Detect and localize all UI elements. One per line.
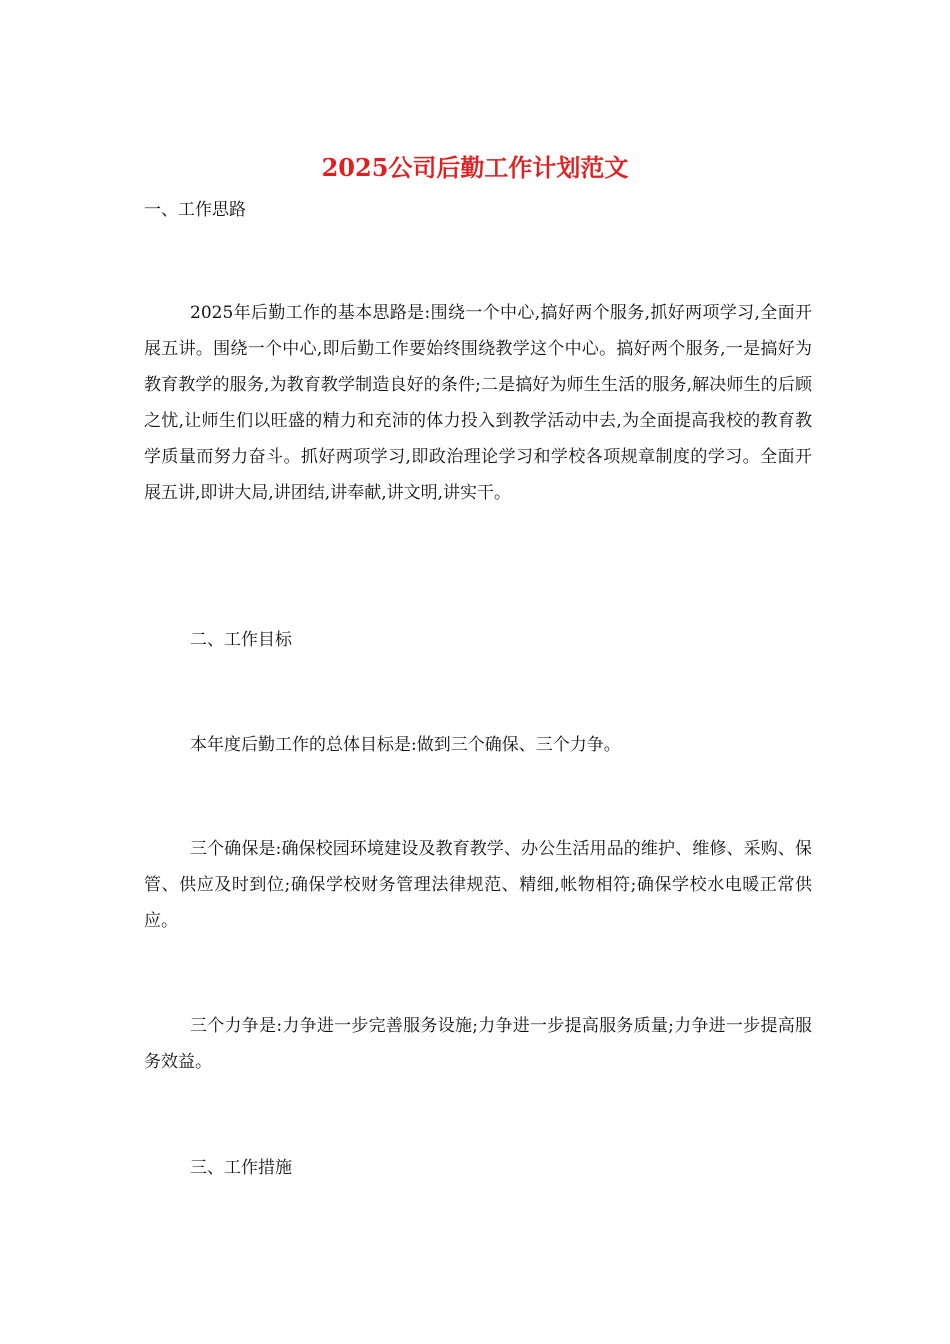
document-title: 2025公司后勤工作计划范文 xyxy=(321,153,629,182)
section-heading-work-measures: 三、工作措施 xyxy=(190,1158,292,1178)
paragraph-three-ensures: 三个确保是:确保校园环境建设及教育教学、办公生活用品的维护、维修、采购、保管、供应及时到位;确保学校财务管理法律规范、精细,帐物相符;确保学校水电暖正常供应。 xyxy=(144,839,812,931)
paragraph-three-strives: 三个力争是:力争进一步完善服务设施;力争进一步提高服务质量;力争进一步提高服务效益。 xyxy=(144,1016,812,1072)
paragraph-overall-goal: 本年度后勤工作的总体目标是:做到三个确保、三个力争。 xyxy=(190,735,621,755)
section-heading-work-ideas: 一、工作思路 xyxy=(144,200,246,220)
paragraph-work-ideas: 2025年后勤工作的基本思路是:围绕一个中心,搞好两个服务,抓好两项学习,全面开展五讲。围绕一个中心,即后勤工作要始终围绕教学这个中心。搞好两个服务,一是搞好为教育教学的服务,为教育教学制造良好的条件;二是搞好为师生生活的服务,解决师生的后顾之忧,让师生们以旺盛的精力和充沛的体力投入到教学活动中去,为全面提高我校的教育教学质量而努力奋斗。抓好两项学习,即政治理论学习和学校各项规章制度的学习。全面开展五讲,即讲大局,讲团结,讲奉献,讲文明,讲实干。 xyxy=(144,303,812,503)
section-heading-work-goals: 二、工作目标 xyxy=(190,630,292,650)
